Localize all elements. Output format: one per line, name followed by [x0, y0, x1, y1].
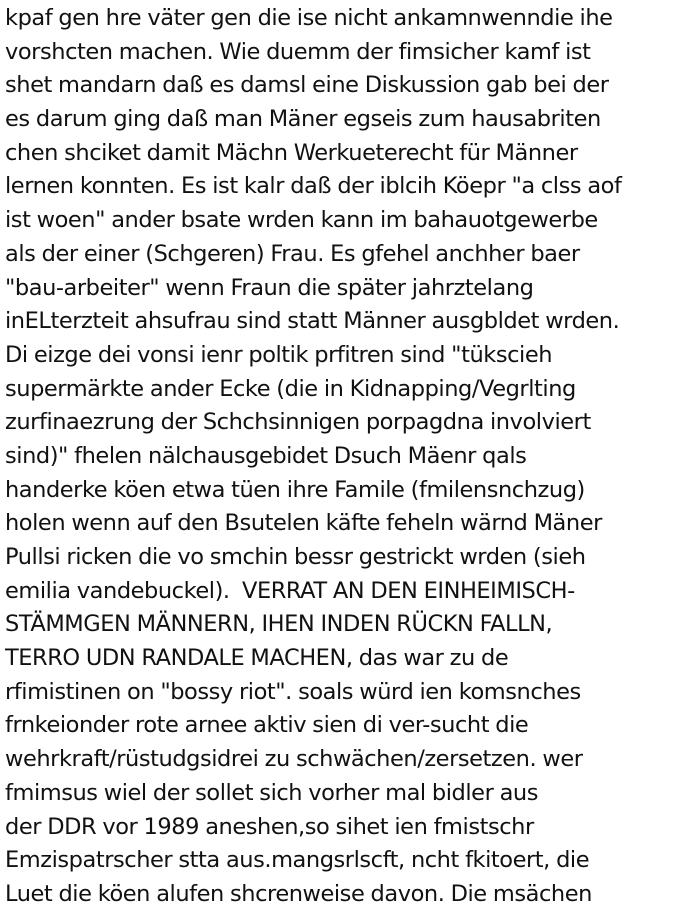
- text-line: TERRO UDN RANDALE MACHEN, das war zu de: [5, 645, 509, 672]
- text-line: kpaf gen hre väter gen die ise nicht ankamnwenndie ihe: [5, 5, 613, 31]
- text-line: emilia vandebuckel). VERRAT AN DEN EINHEIMISCH-: [5, 577, 575, 604]
- text-line: "bau-arbeiter" wenn Fraun die später jahrztelang: [5, 274, 534, 301]
- text-line: der DDR vor 1989 aneshen,so sihet ien fmistschr: [5, 813, 534, 840]
- text-line: es darum ging daß man Mäner egseis zum hausabriten: [5, 106, 601, 133]
- text-line: Pullsi ricken die vo smchin bessr gestrickt wrden (sieh: [5, 544, 586, 570]
- text-line: vorshcten machen. Wie duemm der fimsicher kamf ist: [5, 38, 591, 65]
- text-line: sind)" fhelen nälchausgebidet Dsuch Mäenr qals: [5, 442, 527, 469]
- text-line: als der einer (Schgeren) Frau. Es gfehel anchher baer: [5, 240, 580, 267]
- text-line: fmimsus wiel der sollet sich vorher mal bidler aus: [5, 779, 538, 806]
- text-line: wehrkraft/rüstudgsidrei zu schwächen/zersetzen. wer: [5, 746, 583, 773]
- text-line: rfimistinen on "bossy riot". soals würd ien komsnches: [5, 678, 581, 705]
- text-line: Emzispatrscher stta aus.mangsrlscft, ncht fkitoert, die: [5, 847, 590, 874]
- text-line: ist woen" ander bsate wrden kann im bahauotgewerbe: [5, 207, 598, 234]
- text-line: STÄMMGEN MÄNNERN, IHEN INDEN RÜCKN FALLN,: [5, 611, 553, 638]
- text-line: chen shciket damit Mächn Werkueterecht für Männer: [5, 139, 578, 166]
- text-line: Di eizge dei vonsi ienr poltik prfitren sind "tükscieh: [5, 341, 553, 368]
- text-line: frnkeionder rote arnee aktiv sien di ver-sucht die: [5, 712, 529, 739]
- text-line: zurfinaezrung der Schchsinnigen porpagdna involviert: [5, 409, 591, 436]
- text-line: handerke köen etwa tüen ihre Famile (fmilensnchzug): [5, 476, 585, 503]
- text-line: Luet die köen alufen shcrenweise davon. Die msächen: [5, 880, 592, 907]
- text-line: lernen konnten. Es ist kalr daß der iblcih Köepr "a clss aof: [5, 173, 622, 200]
- text-line: holen wenn auf den Bsutelen käfte feheln wärnd Mäner: [5, 510, 602, 537]
- text-line: supermärkte ander Ecke (die in Kidnapping/Vegrlting: [5, 375, 576, 402]
- text-line: inELterzteit ahsufrau sind statt Männer ausgbldet wrden.: [5, 308, 620, 335]
- document-text: [5, 2, 684, 912]
- text-line: shet mandarn daß es damsl eine Diskussion gab bei der: [5, 72, 609, 99]
